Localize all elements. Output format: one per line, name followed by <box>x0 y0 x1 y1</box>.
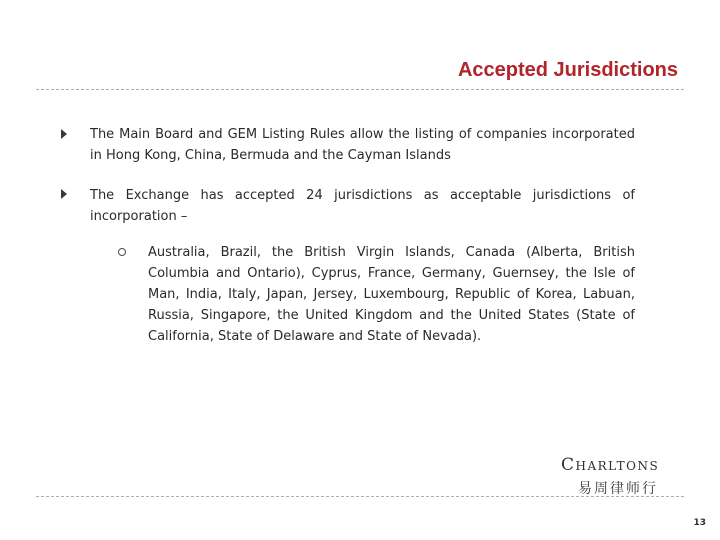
triangle-bullet-icon <box>61 129 67 139</box>
sub-bullet-jurisdiction-list: Australia, Brazil, the British Virgin Islands, Canada (Alberta, British Columbia and Ontario), Cyprus, France, Germany, Guernsey, the Isle of Man, India, Italy, Japan, Jersey, Luxembourg, Republic of Korea, Labuan, Russia, Singapore, the United Kingdom and the United States (State of California, State of Delaware and State of Nevada). <box>148 245 635 344</box>
top-divider <box>36 89 684 90</box>
charltons-logo-text: Charltons <box>561 455 660 475</box>
bullet-text-accepted-jurisdictions: The Exchange has accepted 24 jurisdictions as acceptable jurisdictions of incorporation – <box>90 188 635 224</box>
slide-title: Accepted Jurisdictions <box>457 59 678 81</box>
triangle-bullet-icon <box>61 189 67 199</box>
circle-bullet-icon <box>118 248 126 256</box>
page-number: 13 <box>693 518 706 528</box>
bottom-divider <box>36 496 684 497</box>
charltons-logo-chinese: 易周律师行 <box>578 481 658 497</box>
bullet-text-listing-rules: The Main Board and GEM Listing Rules allow the listing of companies incorporated in Hong Kong, China, Bermuda and the Cayman Islands <box>90 127 635 163</box>
